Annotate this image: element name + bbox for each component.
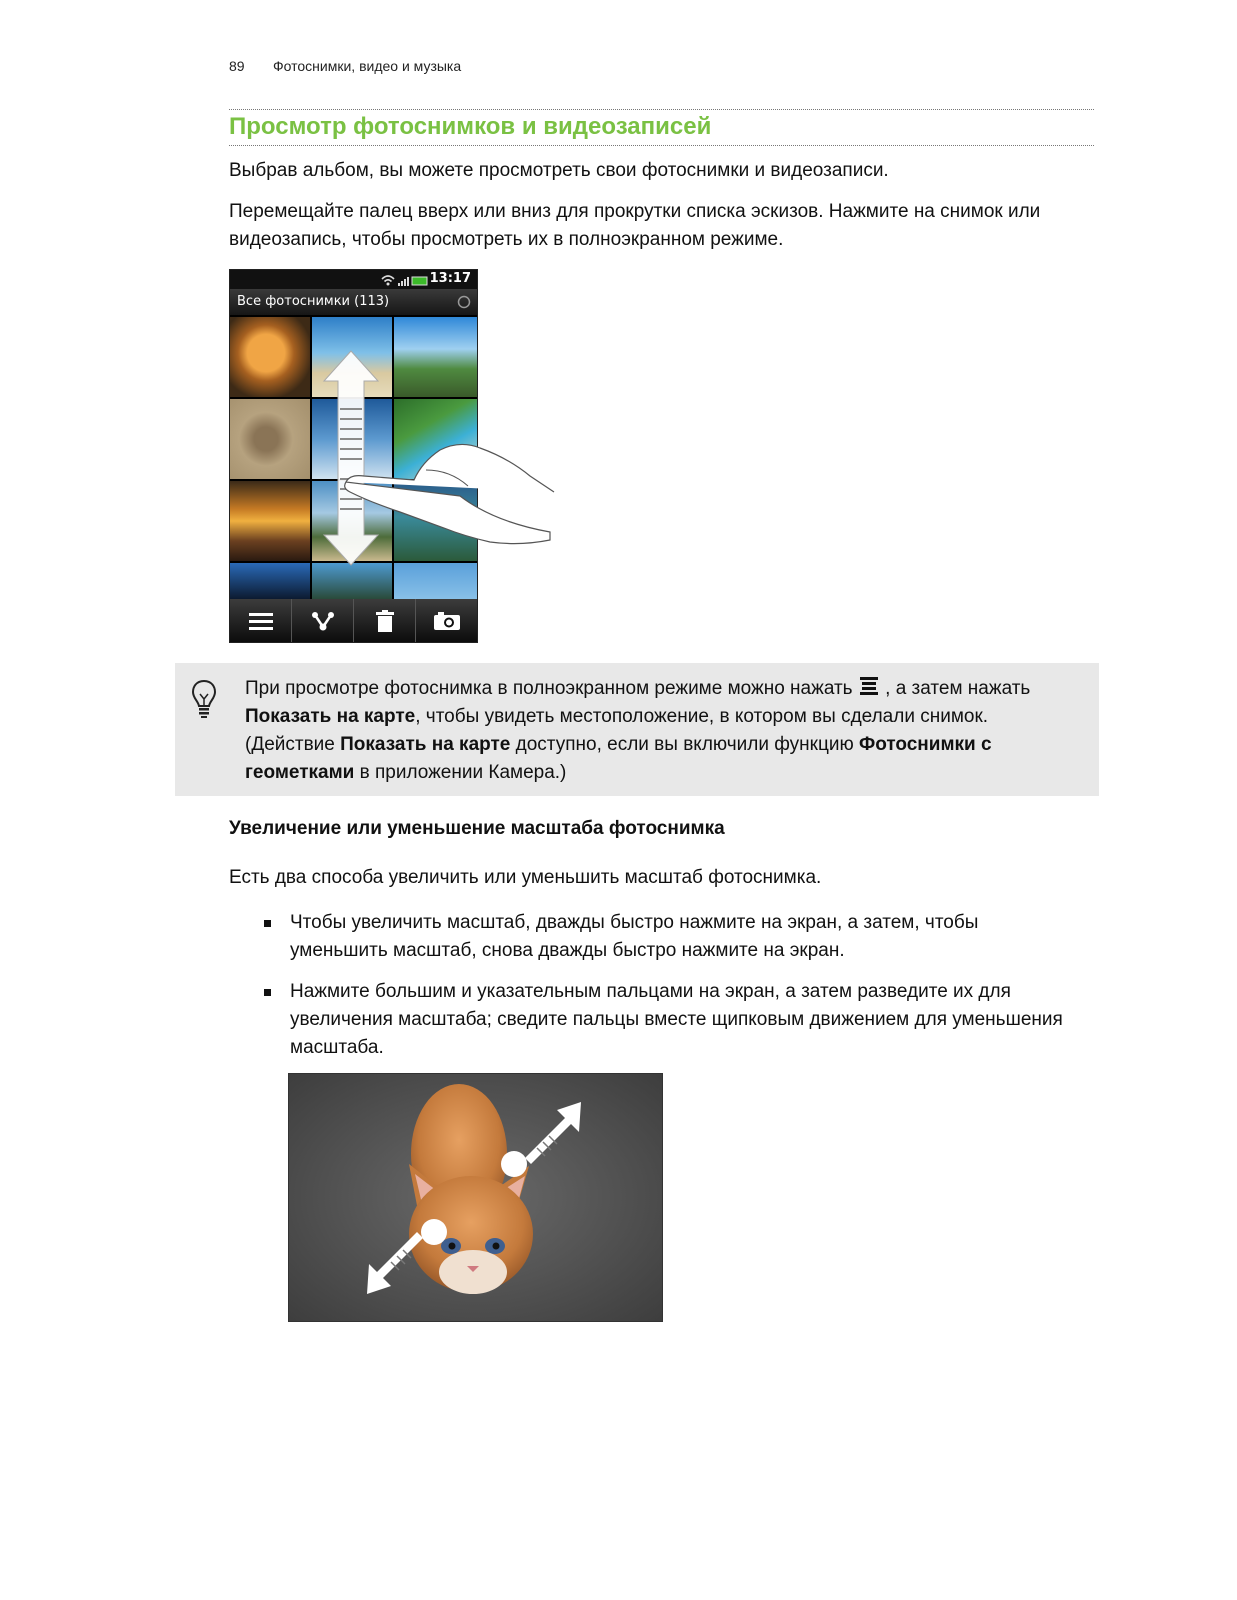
running-header xyxy=(229,58,461,74)
kitten-photo-illustration xyxy=(289,1074,662,1321)
tip-text xyxy=(245,675,1075,787)
loading-spinner-icon xyxy=(457,295,471,309)
camera-icon xyxy=(434,612,460,630)
camera-button[interactable] xyxy=(416,599,477,642)
tip-bold-show-on-map-2: Показать на карте xyxy=(340,734,511,755)
bullet-text: Чтобы увеличить масштаб, дважды быстро нажмите на экран, а затем, чтобы уменьшить масштаб, снова дважды быстро нажмите на экран. xyxy=(290,912,979,961)
bullet-marker xyxy=(264,989,271,996)
tip-bold-show-on-map: Показать на карте xyxy=(245,706,416,727)
section-title: Фотоснимки, видео и музыка xyxy=(273,58,462,74)
zoom-intro: Есть два способа увеличить или уменьшить масштаб фотоснимка. xyxy=(229,867,822,888)
divider-top xyxy=(229,109,1094,110)
album-title-bar xyxy=(230,289,477,315)
status-bar xyxy=(230,270,477,289)
tip-text-part5: в приложении Камера.) xyxy=(354,762,567,783)
tip-text-part4: доступно, если вы включили функцию xyxy=(510,734,859,755)
album-title: Все фотоснимки (113) xyxy=(237,294,390,309)
hand-gesture-illustration xyxy=(340,430,560,570)
intro-paragraph: Выбрав альбом, вы можете просмотреть свои фотоснимки и видеозаписи. xyxy=(229,160,889,181)
tip-box xyxy=(175,663,1099,796)
menu-icon xyxy=(249,612,273,630)
zoom-subheading: Увеличение или уменьшение масштаба фотоснимка xyxy=(229,818,725,839)
bullet-item-2 xyxy=(290,978,1080,1062)
pinch-zoom-photo xyxy=(288,1073,663,1322)
divider-bottom xyxy=(229,145,1094,146)
delete-button[interactable] xyxy=(354,599,416,642)
bullet-item-1 xyxy=(290,909,1080,965)
bullet-marker xyxy=(264,920,271,927)
status-time: 13:17 xyxy=(429,271,471,286)
tip-text-part2: , а затем нажать xyxy=(879,678,1031,699)
lightbulb-icon xyxy=(191,679,217,719)
tip-text-part1: При просмотре фотоснимка в полноэкранном режиме можно нажать xyxy=(245,678,858,699)
scroll-paragraph: Перемещайте палец вверх или вниз для прокрутки списка эскизов. Нажмите на снимок или видеозапись, чтобы просмотреть их в полноэкранном режиме. xyxy=(229,201,1041,250)
tip-text-part3: , чтобы увидеть местоположение, в котором вы сделали снимок. (Действие xyxy=(245,706,989,755)
page-number: 89 xyxy=(229,58,245,74)
delete-icon xyxy=(376,610,394,632)
bullet-text: Нажмите большим и указательным пальцами на экран, а затем разведите их для увеличения масштаба; сведите пальцы вместе щипковым движением для уменьшения масштаба. xyxy=(290,981,1063,1058)
share-button[interactable] xyxy=(292,599,354,642)
share-icon xyxy=(311,611,335,631)
menu-icon xyxy=(858,676,880,696)
tip-bold-geotag: Фотоснимки с геометками xyxy=(245,734,992,783)
section-heading: Просмотр фотоснимков и видеозаписей xyxy=(229,113,712,140)
menu-button[interactable] xyxy=(230,599,292,642)
bottom-toolbar xyxy=(230,599,477,642)
signal-wifi-battery-icon xyxy=(380,273,430,287)
